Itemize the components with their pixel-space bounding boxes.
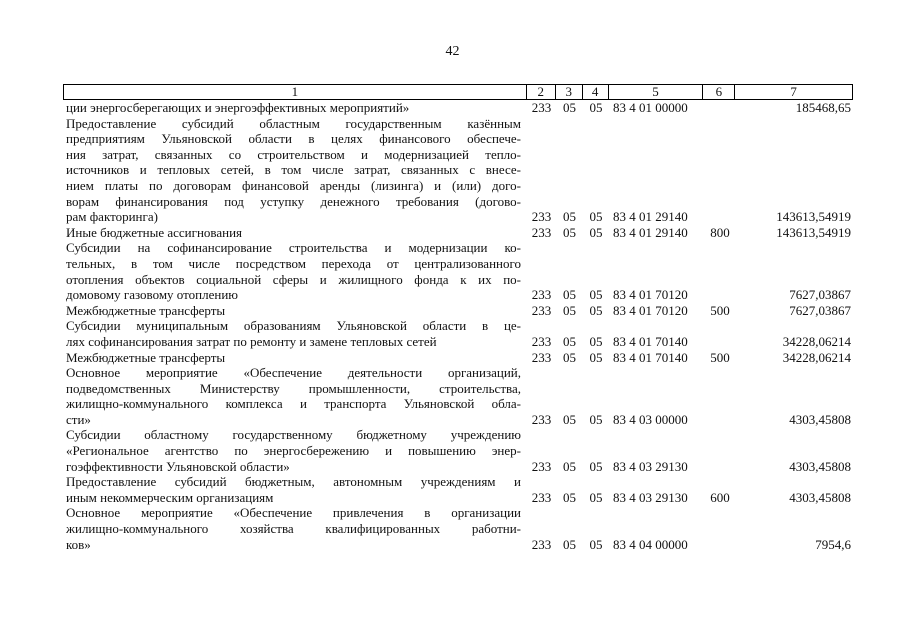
row-name: [63, 427, 527, 474]
row-col-6: 500: [710, 349, 730, 365]
row-col-7: 4303,45808: [789, 411, 851, 427]
header-col-4: 4: [583, 85, 609, 99]
row-col-2: 233: [531, 411, 552, 427]
row-name-line: жилищно-коммунального хозяйства квалифицированных работни-: [66, 521, 521, 537]
row-name-line: тельных, в том числе посредством перехода от централизованного: [66, 255, 521, 271]
row-name-line: рам факторинга): [66, 209, 158, 225]
row-col-2: 233: [531, 458, 552, 474]
row-col-7: 143613,54919: [776, 224, 851, 240]
row-name-line: Субсидии областному государственному бюджетному учреждению: [66, 427, 521, 443]
row-col-7: 4303,45808: [789, 458, 851, 474]
header-col-1: 1: [64, 85, 527, 99]
row-col-5: 83 4 04 00000: [613, 536, 688, 552]
row-col-5: 83 4 01 29140: [613, 209, 688, 225]
row-name: [63, 474, 527, 505]
row-col-5: 83 4 01 70120: [613, 302, 688, 318]
table-header: [63, 84, 853, 100]
row-name: [63, 318, 527, 349]
row-col-5: 83 4 01 00000: [613, 100, 688, 115]
table-row: [63, 365, 853, 427]
table-row: [63, 225, 853, 241]
row-name-line: ворам финансирования под уступку денежного требования (догово-: [66, 193, 521, 209]
row-col-3: 05: [563, 489, 576, 505]
row-name-line: домовому газовому отоплению: [66, 287, 238, 303]
table-row: [63, 505, 853, 552]
header-col-5: 5: [609, 85, 704, 99]
row-col-3: 05: [563, 287, 576, 303]
row-col-3: 05: [563, 536, 576, 552]
row-name-line: подведомственных Министерству промышленности, строительства,: [66, 380, 521, 396]
row-col-2: 233: [531, 333, 552, 349]
table-row: [63, 240, 853, 302]
row-name-line: сти»: [66, 411, 91, 427]
row-col-7: 34228,06214: [782, 349, 851, 365]
row-col-4: 05: [589, 411, 603, 427]
row-name-line: Межбюджетные трансферты: [66, 302, 226, 318]
row-name-line: Субсидии на софинансирование строительства и модернизации ко-: [66, 240, 521, 256]
table-row: [63, 303, 853, 319]
row-col-4: 05: [589, 489, 603, 505]
row-col-2: 233: [531, 302, 552, 318]
row-name: [63, 505, 527, 552]
table-row: [63, 350, 853, 366]
row-col-4: 05: [589, 333, 603, 349]
table-row: [63, 474, 853, 505]
row-name: [63, 350, 527, 366]
row-col-2: 233: [531, 489, 552, 505]
row-name-line: Предоставление субсидий бюджетным, автономным учреждениям и: [66, 474, 521, 490]
table-row: [63, 116, 853, 225]
row-col-2: 233: [531, 100, 552, 115]
row-col-2: 233: [531, 287, 552, 303]
row-col-7: 185468,65: [795, 100, 851, 115]
row-name: [63, 303, 527, 319]
row-name-line: лях софинансирования затрат по ремонту и замене тепловых сетей: [66, 333, 437, 349]
row-name: [63, 225, 527, 241]
row-col-5: 83 4 01 70140: [613, 333, 688, 349]
row-name-line: отопления объектов социальной сферы и жилищного фонда к их по-: [66, 271, 521, 287]
row-name-line: «Региональное агентство по энергосбережению и повышению энер-: [66, 443, 521, 459]
row-col-3: 05: [563, 411, 576, 427]
row-col-7: 34228,06214: [782, 333, 851, 349]
row-col-5: 83 4 03 29130: [613, 458, 688, 474]
row-col-2: 233: [531, 536, 552, 552]
row-name-line: Основное мероприятие «Обеспечение деятельности организаций,: [66, 365, 521, 381]
row-col-4: 05: [589, 458, 603, 474]
header-col-3: 3: [556, 85, 583, 99]
table-row: [63, 318, 853, 349]
row-col-4: 05: [589, 536, 603, 552]
row-col-5: 83 4 01 70120: [613, 287, 688, 303]
row-col-5: 83 4 03 29130: [613, 489, 688, 505]
row-col-2: 233: [531, 224, 552, 240]
row-col-3: 05: [563, 302, 576, 318]
row-col-7: 7627,03867: [789, 287, 851, 303]
row-name-line: ков»: [66, 536, 91, 552]
row-name-line: жилищно-коммунального комплекса и транспорта Ульяновской обла-: [66, 396, 521, 412]
row-col-3: 05: [563, 224, 576, 240]
row-col-3: 05: [563, 333, 576, 349]
row-col-4: 05: [589, 209, 603, 225]
row-col-3: 05: [563, 458, 576, 474]
row-name-line: Межбюджетные трансферты: [66, 349, 226, 365]
row-name-line: Предоставление субсидий областным государственным казённым: [66, 115, 521, 131]
row-col-4: 05: [589, 100, 603, 115]
row-col-2: 233: [531, 349, 552, 365]
header-col-7: 7: [790, 84, 797, 99]
row-name-line: нием платы по договорам финансовой аренды (лизинга) и (или) дого-: [66, 177, 521, 193]
row-name-line: Субсидии муниципальным образованиям Ульяновской области в це-: [66, 318, 521, 334]
table-body: [63, 100, 853, 552]
budget-table: [63, 84, 853, 552]
row-col-6: 600: [710, 489, 730, 505]
row-col-7: 7954,6: [815, 536, 851, 552]
row-col-5: 83 4 03 00000: [613, 411, 688, 427]
row-col-7: 7627,03867: [789, 302, 851, 318]
row-name-line: иным некоммерческим организациям: [66, 489, 274, 505]
row-name: [63, 365, 527, 427]
row-col-7: 4303,45808: [789, 489, 851, 505]
row-col-5: 83 4 01 70140: [613, 349, 688, 365]
header-col-6: 6: [703, 85, 735, 99]
row-name-line: предприятиям Ульяновской области в целях финансового обеспече-: [66, 131, 521, 147]
row-col-3: 05: [563, 209, 576, 225]
table-row: [63, 100, 853, 116]
header-col-2: 2: [527, 85, 556, 99]
row-col-4: 05: [589, 224, 603, 240]
row-name-line: источников и тепловых сетей, в том числе затрат, связанных с внесе-: [66, 162, 521, 178]
row-name-line: ции энергосберегающих и энергоэффективных мероприятий»: [66, 100, 410, 115]
row-name-line: гоэффективности Ульяновской области»: [66, 458, 290, 474]
row-col-3: 05: [563, 100, 576, 115]
row-col-4: 05: [589, 349, 603, 365]
row-name-line: ния затрат, связанных со строительством и модернизацией тепло-: [66, 146, 521, 162]
row-name-line: Иные бюджетные ассигнования: [66, 224, 243, 240]
row-col-5: 83 4 01 29140: [613, 224, 688, 240]
row-name: [63, 100, 527, 116]
row-col-3: 05: [563, 349, 576, 365]
row-name: [63, 116, 527, 225]
row-name: [63, 240, 527, 302]
row-col-4: 05: [589, 302, 603, 318]
row-name-line: Основное мероприятие «Обеспечение привлечения в организации: [66, 505, 521, 521]
row-col-7: 143613,54919: [776, 209, 851, 225]
page-number: 42: [445, 44, 460, 59]
row-col-6: 800: [710, 224, 730, 240]
row-col-2: 233: [531, 209, 552, 225]
row-col-4: 05: [589, 287, 603, 303]
row-col-6: 500: [710, 302, 730, 318]
table-row: [63, 427, 853, 474]
